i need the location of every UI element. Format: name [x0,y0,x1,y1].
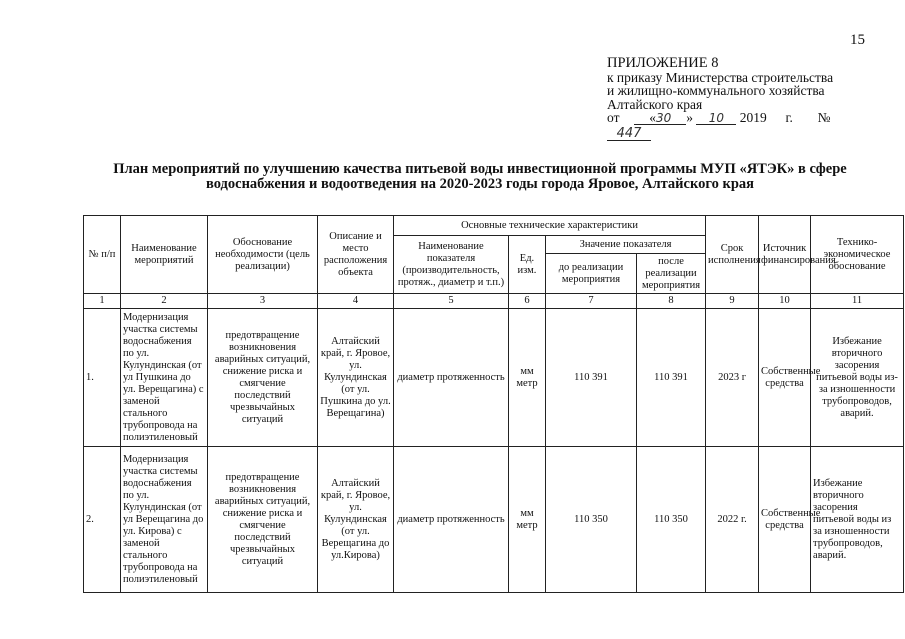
appendix-line-1: к приказу Министерства строительства [607,69,834,85]
col-number: 8 [637,294,706,309]
row-num: 2. [84,447,121,593]
row-term: 2023 г [706,309,759,447]
appendix-block [607,57,867,141]
appendix-heading: ПРИЛОЖЕНИЕ 8 [607,55,719,71]
appendix-line-3: Алтайского края [607,96,703,112]
row-reason: предотвращение возникновения аварийных ситуаций, снижение риска и смягчение последствий чрезвычайных ситуаций [208,447,318,593]
col-number: 10 [759,294,811,309]
col-number: 11 [811,294,904,309]
header-term: Срок исполнения [706,216,759,294]
table-row [84,447,904,593]
row-before: 110 350 [546,447,637,593]
date-year: 2019 [739,110,767,125]
col-number: 4 [318,294,394,309]
header-unit: Ед. изм. [509,236,546,294]
col-number: 3 [208,294,318,309]
order-number: 447 [607,128,651,141]
row-source: Собственные средства [759,447,811,593]
row-reason: предотвращение возникновения аварийных ситуаций, снижение риска и смягчение последствий чрезвычайных ситуаций [208,309,318,447]
appendix-number-line [607,126,867,141]
appendix-line-2: и жилищно-коммунального хозяйства [607,83,825,98]
row-indicator: диаметр протяженность [394,447,509,593]
page-number: 15 [850,32,865,48]
header-name: Наименование мероприятий [121,216,208,294]
row-unit: мм метр [509,309,546,447]
year-suffix: г. [785,110,793,125]
row-location: Алтайский край, г. Яровое, ул. Кулундинская (от ул. Пушкина до ул. Верещагина) [318,309,394,447]
row-name: Модернизация участка системы водоснабжения по ул. Кулундинская (от ул Верещагина до ул. Кирова) с заменой стального трубопровода на полиэтиленовый [121,447,208,593]
col-number: 1 [84,294,121,309]
header-reason: Обоснование необходимости (цель реализации) [208,216,318,294]
row-econ: Избежание вторичного засорения питьевой воды из-за изношенности трубопроводов, аварий. [811,309,904,447]
number-label: № [817,110,831,125]
quote-close: » [686,110,693,125]
date-month: 10 [696,112,736,125]
table-row [84,309,904,447]
from-label: от [607,110,620,125]
header-after: после реализации мероприятия [637,254,706,294]
row-indicator: диаметр протяженность [394,309,509,447]
row-location: Алтайский край, г. Яровое, ул. Кулундинская (от ул. Верещагина до ул.Кирова) [318,447,394,593]
col-number: 7 [546,294,637,309]
row-term: 2022 г. [706,447,759,593]
header-location: Описание и место расположения объекта [318,216,394,294]
measures-table [83,215,904,593]
col-number: 9 [706,294,759,309]
header-num: № п/п [84,216,121,294]
header-indicator: Наименование показателя (производительность, протяж., диаметр и т.п.) [394,236,509,294]
header-value-group: Значение показателя [546,236,706,254]
day-value: 30 [655,111,672,125]
header-econ: Технико-экономическое обоснование [811,216,904,294]
document-title: План мероприятий по улучшению качества питьевой воды инвестиционной программы МУП «ЯТЭК» в сфере водоснабжения и водоотведения на 2020-2023 годы города Яровое, Алтайского края [113,161,847,192]
row-unit: мм метр [509,447,546,593]
row-econ: Избежание вторичного засорения питьевой воды из за изношенности трубопроводов, аварий. [811,447,904,593]
row-after: 110 350 [637,447,706,593]
col-number: 6 [509,294,546,309]
row-num: 1. [84,309,121,447]
row-before: 110 391 [546,309,637,447]
header-before: до реализации мероприятия [546,254,637,294]
col-number: 5 [394,294,509,309]
date-day [634,112,686,125]
row-source: Собственные средства [759,309,811,447]
header-source: Источник финансирования [759,216,811,294]
header-tech-group: Основные технические характеристики [394,216,706,236]
col-number: 2 [121,294,208,309]
row-after: 110 391 [637,309,706,447]
row-name: Модернизация участка системы водоснабжения по ул. Кулундинская (от ул Пушкина до ул. Верещагина) с заменой стального трубопровода на полиэтиленовый [121,309,208,447]
appendix-date-line [607,111,867,125]
quote-open: « [649,110,656,125]
